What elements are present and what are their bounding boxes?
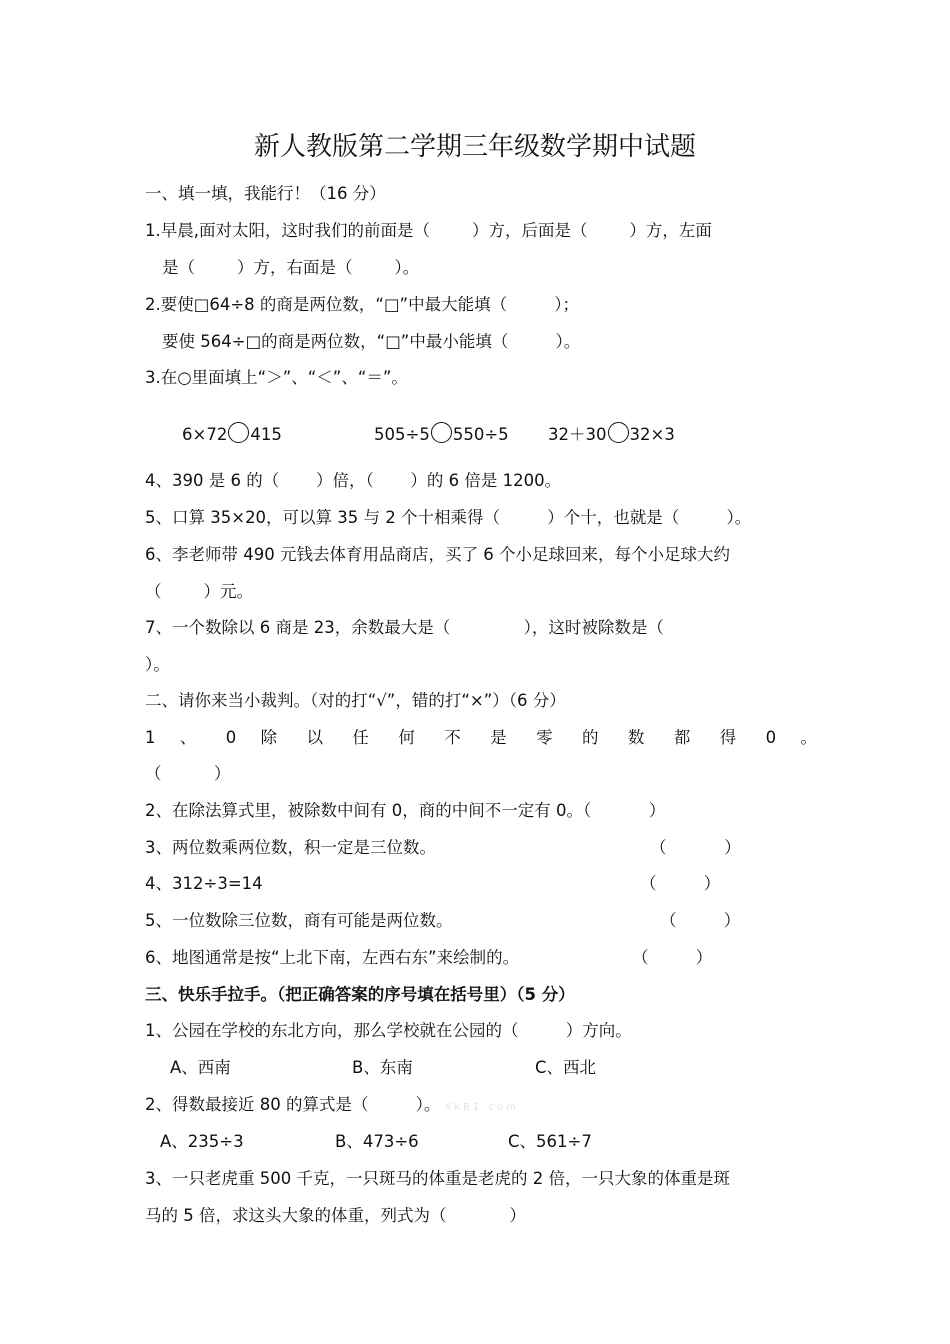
choice-2-option-a: A、235÷3 xyxy=(160,1132,244,1151)
watermark: XkB1.com xyxy=(444,1102,519,1113)
judge-3: 3、两位数乘两位数，积一定是三位数。 xyxy=(145,838,436,857)
compare-1 xyxy=(182,422,282,446)
section-3-heading: 三、快乐手拉手。（把正确答案的序号填在括号里）（5 分） xyxy=(145,985,575,1004)
question-1-2: 2.要使□64÷8 的商是两位数，“□”中最大能填（ ）； xyxy=(145,295,580,314)
judge-5: 5、一位数除三位数，商有可能是两位数。 xyxy=(145,911,453,930)
section-1-heading: 一、填一填，我能行！（16 分） xyxy=(145,184,386,203)
choice-2-text: 2、得数最接近 80 的算式是（ ）。 xyxy=(145,1095,441,1114)
compare-1-left: 6×72 xyxy=(182,425,228,444)
question-1-1-cont: 是（ ）方，右面是（ ）。 xyxy=(162,258,420,277)
compare-3-right: 32×3 xyxy=(629,425,675,444)
question-1-2-cont: 要使 564÷□的商是两位数，“□”中最小能填（ ）。 xyxy=(162,332,581,351)
page-title: 新人教版第二学期三年级数学期中试题 xyxy=(253,132,696,162)
choice-2-option-b: B、473÷6 xyxy=(335,1132,419,1151)
judge-2: 2、在除法算式里，被除数中间有 0，商的中间不一定有 0。（ ） xyxy=(145,801,666,820)
compare-1-right: 415 xyxy=(250,425,282,444)
judge-3-answer: （ ） xyxy=(650,838,741,857)
choice-2 xyxy=(145,1094,519,1119)
question-1-4: 4、390 是 6 的（ ）倍，（ ）的 6 倍是 1200。 xyxy=(145,471,562,490)
section-2-heading: 二、请你来当小裁判。（对的打“√”，错的打“×”）（6 分） xyxy=(145,691,566,710)
choice-2-option-c: C、561÷7 xyxy=(508,1132,592,1151)
judge-4: 4、312÷3=14 xyxy=(145,874,263,893)
compare-2-left: 505÷5 xyxy=(374,425,430,444)
question-1-6-cont: （ ）元。 xyxy=(145,582,253,601)
judge-1-answer: （ ） xyxy=(145,764,231,783)
choice-1-option-c: C、西北 xyxy=(535,1058,597,1077)
question-1-7-cont: ）。 xyxy=(145,655,170,674)
judge-6-answer: （ ） xyxy=(632,948,713,967)
circle-blank xyxy=(228,422,249,443)
judge-6: 6、地图通常是按“上北下南，左西右东”来绘制的。 xyxy=(145,948,520,967)
compare-3 xyxy=(548,422,675,446)
question-1-1: 1.早晨,面对太阳，这时我们的前面是（ ）方，后面是（ ）方，左面 xyxy=(145,221,712,240)
circle-blank xyxy=(431,422,452,443)
choice-1: 1、公园在学校的东北方向，那么学校就在公园的（ ）方向。 xyxy=(145,1021,632,1040)
question-1-6: 6、李老师带 490 元钱去体育用品商店，买了 6 个小足球回来，每个小足球大约 xyxy=(145,545,730,564)
question-1-7: 7、一个数除以 6 商是 23，余数最大是（ ），这时被除数是（ xyxy=(145,618,664,637)
choice-3: 3、一只老虎重 500 千克，一只斑马的体重是老虎的 2 倍，一只大象的体重是斑 xyxy=(145,1169,730,1188)
choice-1-option-b: B、东南 xyxy=(352,1058,413,1077)
judge-4-answer: （ ） xyxy=(640,874,721,893)
choice-1-option-a: A、西南 xyxy=(170,1058,231,1077)
question-1-5: 5、口算 35×20，可以算 35 与 2 个十相乘得（ ）个十，也就是（ ）。 xyxy=(145,508,752,527)
judge-1: 1 、 0 除 以 任 何 不 是 零 的 数 都 得 0 。 xyxy=(145,728,817,747)
compare-2-right: 550÷5 xyxy=(452,425,509,444)
judge-5-answer: （ ） xyxy=(660,911,741,930)
circle-blank xyxy=(608,422,629,443)
compare-2 xyxy=(374,422,509,446)
choice-3-cont: 马的 5 倍，求这头大象的体重，列式为（ ） xyxy=(145,1206,526,1225)
compare-3-left: 32＋30 xyxy=(548,425,607,444)
question-1-3: 3.在○里面填上“＞”、“＜”、“＝”。 xyxy=(145,368,408,387)
